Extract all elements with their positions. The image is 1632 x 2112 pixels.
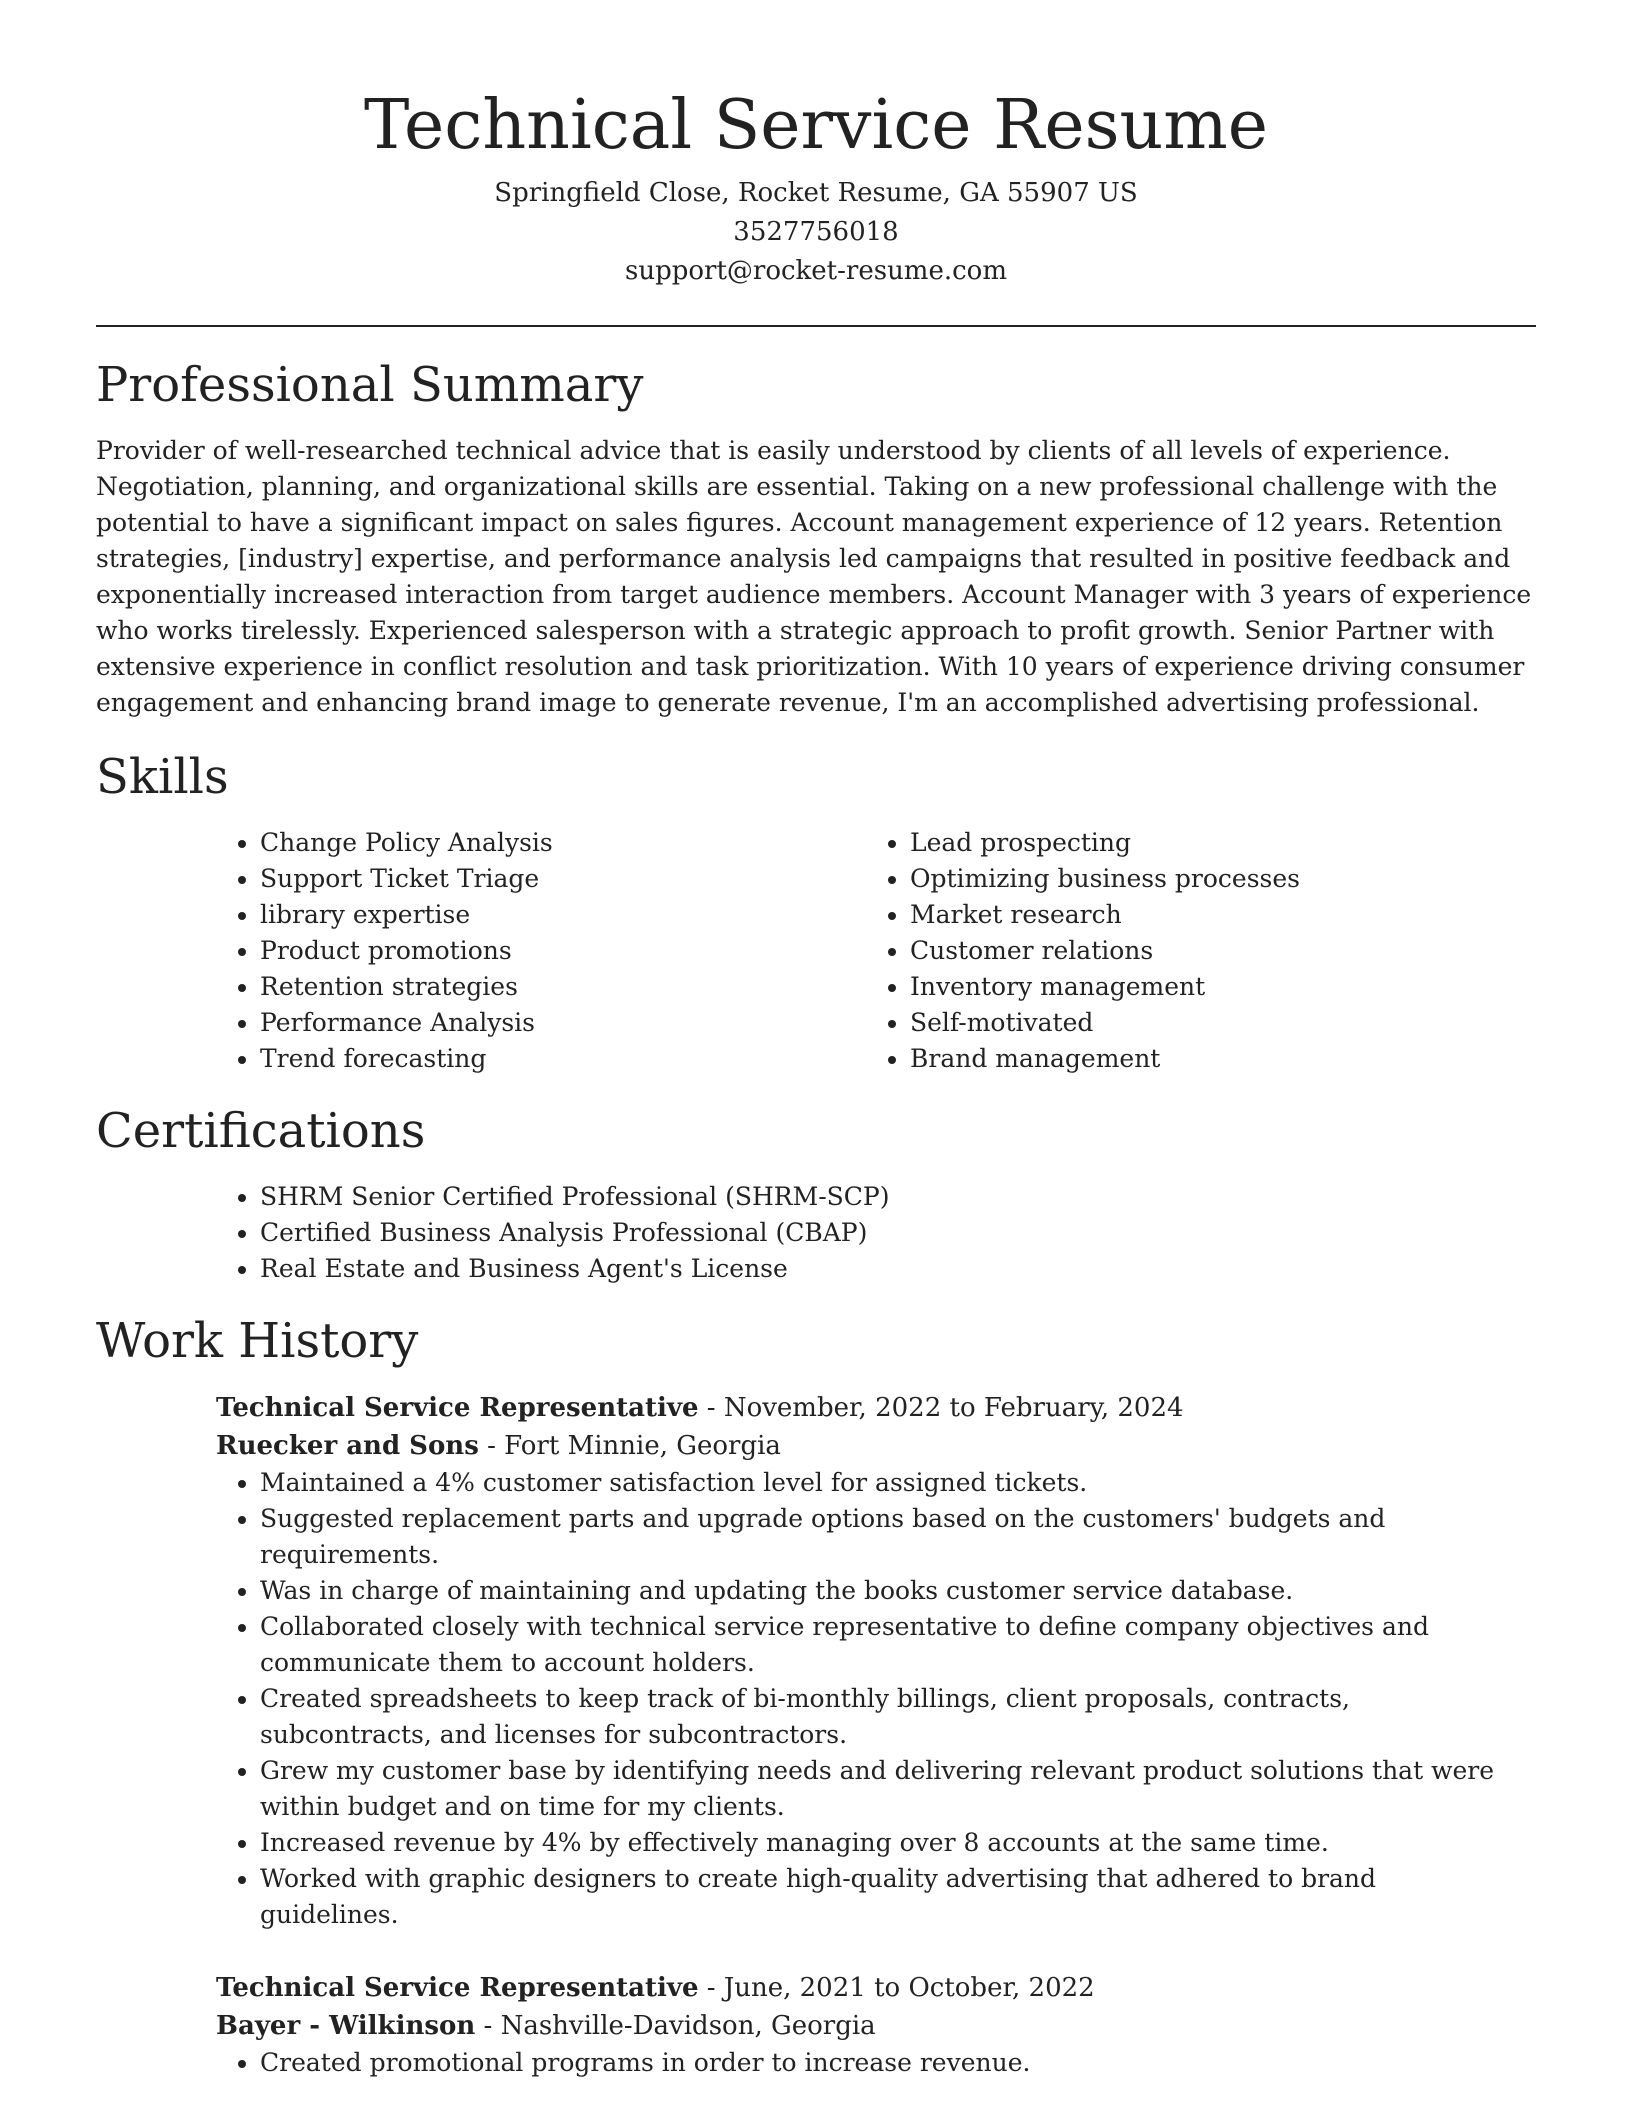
job-company-line (216, 2007, 1536, 2045)
job-title-line (216, 1389, 1536, 1427)
job-location: - Nashville-Davidson, Georgia (475, 2011, 876, 2041)
job-entry-2 (216, 1969, 1536, 2081)
job-bullet: • Worked with graphic designers to create high-quality advertising that adhered to brand guidelines. (260, 1861, 1536, 1933)
certifications-list (216, 1179, 1536, 1287)
certifications-heading: Certifications (96, 1103, 426, 1159)
contact-email: support@rocket-resume.com (624, 256, 1007, 286)
skills-column-right (866, 825, 1516, 1077)
resume-page (96, 0, 1536, 2081)
job-bullet: • Created spreadsheets to keep track of bi-monthly billings, client proposals, contracts, subcontracts, and licenses for subcontractors. (260, 1681, 1536, 1753)
certification-item: • Certified Business Analysis Professional (CBAP) (260, 1215, 1536, 1251)
job-bullet: • Was in charge of maintaining and updating the books customer service database. (260, 1573, 1536, 1609)
summary-heading: Professional Summary (96, 357, 644, 413)
certification-item: • Real Estate and Business Agent's License (260, 1251, 1536, 1287)
resume-title: Technical Service Resume (363, 86, 1269, 165)
job-role: Technical Service Representative (216, 1973, 699, 2003)
skills-list-left (216, 825, 866, 1077)
skills-column-left (216, 825, 866, 1077)
contact-address: Springfield Close, Rocket Resume, GA 55907 US (494, 178, 1138, 208)
job-company-line (216, 1427, 1536, 1465)
contact-info (96, 174, 1536, 291)
job-bullet: • Grew my customer base by identifying needs and delivering relevant product solutions that were within budget and on time for my clients. (260, 1753, 1536, 1825)
job-bullet: • Maintained a 4% customer satisfaction level for assigned tickets. (260, 1465, 1536, 1501)
job-company: Bayer - Wilkinson (216, 2011, 476, 2041)
skill-item: • Lead prospecting (910, 825, 1516, 861)
job-company: Ruecker and Sons (216, 1431, 479, 1461)
skills-heading: Skills (96, 749, 229, 805)
header-divider (96, 325, 1536, 327)
resume-header (96, 0, 1536, 291)
skills-list-right (866, 825, 1516, 1077)
certifications-list-wrap (216, 1179, 1536, 1287)
job-bullets (216, 2045, 1536, 2081)
job-bullet: • Suggested replacement parts and upgrade options based on the customers' budgets and requirements. (260, 1501, 1536, 1573)
job-location: - Fort Minnie, Georgia (478, 1431, 781, 1461)
job-bullet: • Created promotional programs in order to increase revenue. (260, 2045, 1536, 2081)
work-history-heading: Work History (96, 1313, 419, 1369)
skill-item: • Market research (910, 897, 1516, 933)
skills-grid (216, 825, 1536, 1077)
job-entry-1 (216, 1389, 1536, 1933)
skill-item: • Change Policy Analysis (260, 825, 866, 861)
job-bullet: • Increased revenue by 4% by effectively managing over 8 accounts at the same time. (260, 1825, 1536, 1861)
skill-item: • Optimizing business processes (910, 861, 1516, 897)
job-bullet: • Collaborated closely with technical service representative to define company objectives and communicate them to account holders. (260, 1609, 1536, 1681)
skill-item: • library expertise (260, 897, 866, 933)
job-title-line (216, 1969, 1536, 2007)
skill-item: • Trend forecasting (260, 1041, 866, 1077)
skill-item: • Support Ticket Triage (260, 861, 866, 897)
summary-text: Provider of well-researched technical advice that is easily understood by clients of all levels of experience. Negotiation, planning, and organizational skills are essential. Taking on a new professional challenge with the potential to have a significant impact on sales figures. Account management experience of 12 years. Retention strategies, [industry] expertise, and performance analysis led campaigns that resulted in positive feedback and exponentially increased interaction from target audience members. Account Manager with 3 years of experience who works tirelessly. Experienced salesperson with a strategic approach to profit growth. Senior Partner with extensive experience in conflict resolution and task prioritization. With 10 years of experience driving consumer engagement and enhancing brand image to generate revenue, I'm an accomplished advertising professional. (96, 436, 1532, 717)
job-bullets (216, 1465, 1536, 1933)
skill-item: • Self-motivated (910, 1005, 1516, 1041)
skill-item: • Performance Analysis (260, 1005, 866, 1041)
contact-phone: 3527756018 (733, 217, 899, 247)
skill-item: • Inventory management (910, 969, 1516, 1005)
skill-item: • Brand management (910, 1041, 1516, 1077)
job-dates: - November, 2022 to February, 2024 (698, 1393, 1184, 1423)
skill-item: • Customer relations (910, 933, 1516, 969)
skill-item: • Product promotions (260, 933, 866, 969)
skill-item: • Retention strategies (260, 969, 866, 1005)
job-role: Technical Service Representative (216, 1393, 699, 1423)
job-dates: - June, 2021 to October, 2022 (698, 1973, 1095, 2003)
certification-item: • SHRM Senior Certified Professional (SHRM-SCP) (260, 1179, 1536, 1215)
